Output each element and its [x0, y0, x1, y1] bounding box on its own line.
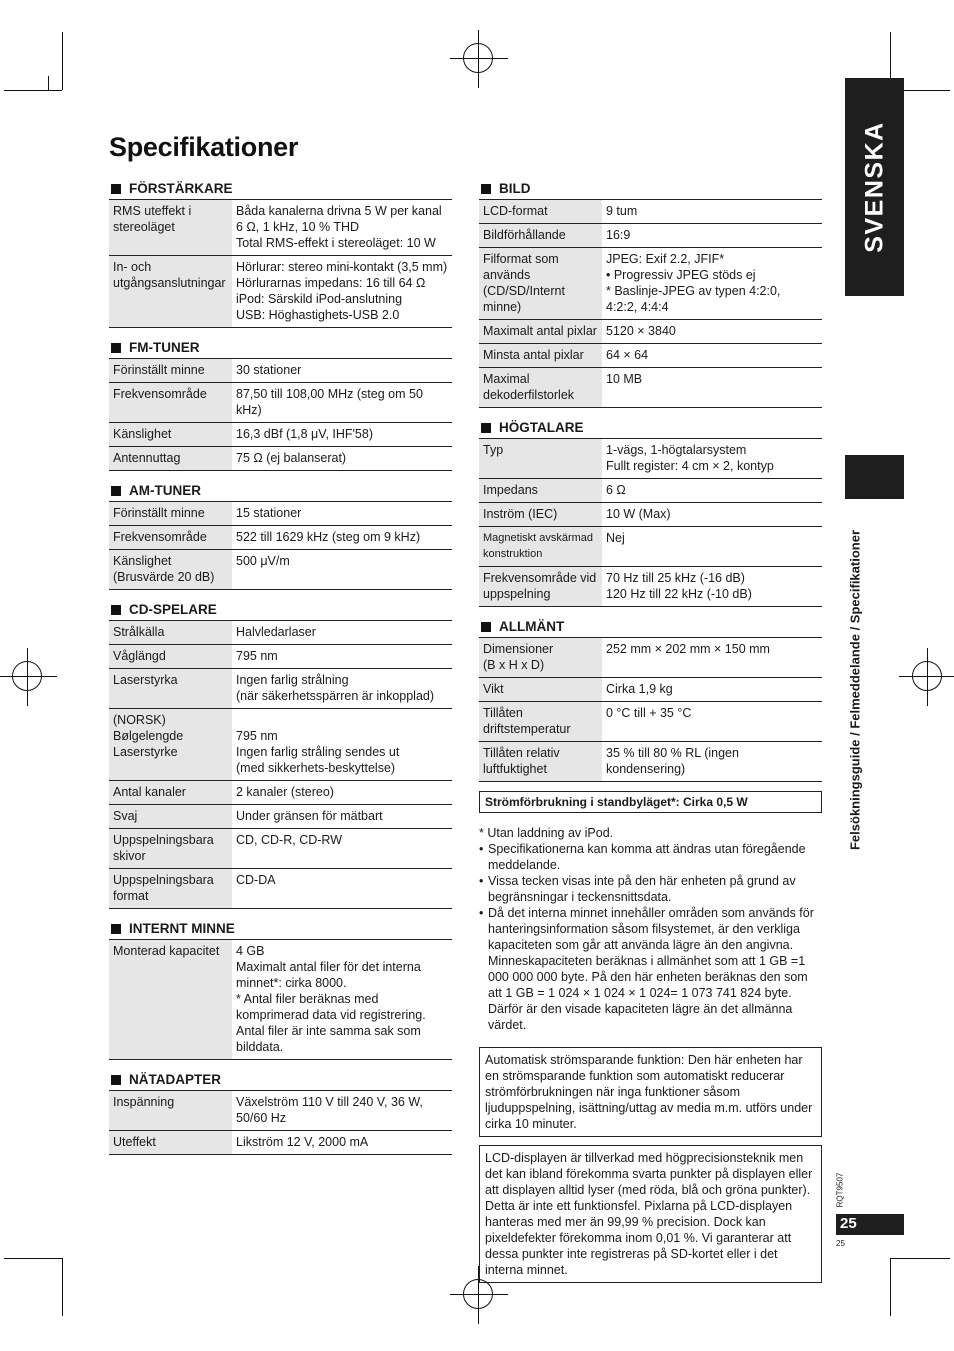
spec-value: 5120 × 3840	[602, 320, 822, 344]
spec-value: 75 Ω (ej balanserat)	[232, 447, 452, 471]
registration-mark-icon	[463, 1279, 493, 1309]
spec-value: Växelström 110 V till 240 V, 36 W, 50/60 Hz	[232, 1091, 452, 1131]
doc-code	[820, 1170, 860, 1210]
section-heading-text: NÄTADAPTER	[129, 1071, 221, 1087]
page-number-small: 25	[836, 1239, 845, 1248]
spec-label: Förinställt minne	[109, 359, 232, 383]
table-row	[109, 359, 452, 383]
section-heading-text: FÖRSTÄRKARE	[129, 180, 233, 196]
section-marker	[845, 455, 904, 499]
spec-value: Under gränsen för mätbart	[232, 805, 452, 829]
spec-label: Uppspelningsbara skivor	[109, 829, 232, 869]
page-number: 25	[840, 1215, 857, 1232]
spec-value: 87,50 till 108,00 MHz (steg om 50 kHz)	[232, 383, 452, 423]
spec-value: 252 mm × 202 mm × 150 mm	[602, 638, 822, 678]
section-heading	[479, 178, 822, 200]
spec-label: Känslighet	[109, 423, 232, 447]
spec-value: 2 kanaler (stereo)	[232, 781, 452, 805]
spec-label: Förinställt minne	[109, 502, 232, 526]
spec-label: Dimensioner (B x H x D)	[479, 638, 602, 678]
spec-value: 795 nm Ingen farlig stråling sendes ut (med sikkerhets-beskyttelse)	[232, 709, 452, 781]
spec-label: Frekvensområde	[109, 383, 232, 423]
spec-label: (NORSK) Bølgelengde Laserstyrke	[109, 709, 232, 781]
spec-value: 16,3 dBf (1,8 μV, IHF'58)	[232, 423, 452, 447]
spec-label: Uteffekt	[109, 1131, 232, 1155]
section-cd-spelare	[109, 599, 452, 909]
spec-value: 0 °C till + 35 °C	[602, 702, 822, 742]
spec-value: CD, CD-R, CD-RW	[232, 829, 452, 869]
section-heading	[479, 616, 822, 638]
spec-value: 6 Ω	[602, 479, 822, 503]
section-forstarkare	[109, 178, 452, 328]
table-row	[479, 638, 822, 678]
table-row	[109, 447, 452, 471]
table-row	[479, 439, 822, 479]
table-row	[479, 527, 822, 567]
section-internt-minne	[109, 918, 452, 1060]
list-item: • Då det interna minnet innehåller områden som används för hanteringsinformation såsom filsystemet, är den verkliga kapaciteten som går att använda lägre än den angivna. Minneskapaciteten beräknas i allmänhet som att 1 GB =1 000 000 000 byte. På den här enheten beräknas den som att 1 GB = 1 024 × 1 024 × 1 024= 1 073 741 824 byte. Därför är den visade kapaciteten lägre än det allmänna värdet.	[479, 905, 822, 1033]
table-row	[109, 805, 452, 829]
spec-value: Hörlurar: stereo mini-kontakt (3,5 mm) Hörlurarnas impedans: 16 till 64 Ω iPod: Särskild iPod-anslutning USB: Höghastighets-USB 2.0	[232, 256, 452, 328]
spec-table	[479, 439, 822, 607]
spec-label: Frekvensområde vid uppspelning	[479, 567, 602, 607]
spec-label: RMS uteffekt i stereoläget	[109, 200, 232, 256]
side-caption-text: Felsökningsguide / Felmeddelande / Specifikationer	[847, 529, 863, 851]
crop-mark	[890, 1258, 950, 1259]
spec-label: LCD-format	[479, 200, 602, 224]
spec-table	[109, 359, 452, 471]
side-caption	[815, 510, 895, 870]
spec-table	[479, 638, 822, 782]
table-row	[109, 1091, 452, 1131]
table-row	[479, 742, 822, 782]
spec-label: Uppspelningsbara format	[109, 869, 232, 909]
section-hogtalare	[479, 417, 822, 607]
section-heading	[109, 599, 452, 621]
spec-value: 15 stationer	[232, 502, 452, 526]
spec-value: CD-DA	[232, 869, 452, 909]
table-row	[479, 344, 822, 368]
power-saving-notice: Automatisk strömsparande funktion: Den här enheten har en strömsparande funktion som automatiskt reducerar strömförbrukningen när inga funktioner såsom ljuduppspelning, isättning/uttag av media m.m. utförs under cirka 10 minuter.	[479, 1047, 822, 1137]
spec-value: Halvledarlaser	[232, 621, 452, 645]
spec-value: 70 Hz till 25 kHz (-16 dB) 120 Hz till 22 kHz (-10 dB)	[602, 567, 822, 607]
section-heading-text: CD-SPELARE	[129, 601, 217, 617]
crop-mark	[48, 76, 49, 90]
spec-label: Impedans	[479, 479, 602, 503]
spec-label: Tillåten driftstemperatur	[479, 702, 602, 742]
crop-mark	[62, 32, 63, 90]
spec-label: Antennuttag	[109, 447, 232, 471]
section-heading-text: ALLMÄNT	[499, 618, 565, 634]
section-heading	[109, 178, 452, 200]
table-row	[109, 940, 452, 1060]
spec-label: Svaj	[109, 805, 232, 829]
square-bullet-icon	[111, 605, 121, 615]
square-bullet-icon	[111, 924, 121, 934]
table-row	[479, 200, 822, 224]
table-row	[479, 248, 822, 320]
spec-label: Tillåten relativ luftfuktighet	[479, 742, 602, 782]
table-row	[109, 502, 452, 526]
section-fm-tuner	[109, 337, 452, 471]
square-bullet-icon	[481, 184, 491, 194]
page-number-box	[836, 1214, 904, 1235]
table-row	[479, 678, 822, 702]
spec-value: 500 μV/m	[232, 550, 452, 590]
table-row	[479, 320, 822, 344]
spec-value: Nej	[602, 527, 822, 567]
table-row	[109, 829, 452, 869]
spec-table	[109, 1091, 452, 1155]
page-title: Specifikationer	[109, 132, 299, 162]
table-row	[479, 702, 822, 742]
table-row	[109, 621, 452, 645]
registration-mark-icon	[12, 661, 42, 691]
table-row	[109, 709, 452, 781]
spec-value: 30 stationer	[232, 359, 452, 383]
square-bullet-icon	[111, 486, 121, 496]
spec-label: Vikt	[479, 678, 602, 702]
spec-value: 16:9	[602, 224, 822, 248]
spec-label: In- och utgångsanslutningar	[109, 256, 232, 328]
spec-table	[109, 200, 452, 328]
spec-label: Magnetiskt avskärmad konstruktion	[479, 527, 602, 567]
spec-value: Cirka 1,9 kg	[602, 678, 822, 702]
left-column	[109, 178, 452, 1164]
spec-value: 10 W (Max)	[602, 503, 822, 527]
table-row	[109, 550, 452, 590]
section-heading	[109, 918, 452, 940]
spec-value: 10 MB	[602, 368, 822, 408]
square-bullet-icon	[481, 423, 491, 433]
table-row	[479, 368, 822, 408]
spec-label: Våglängd	[109, 645, 232, 669]
footnote: * Utan laddning av iPod.	[479, 826, 614, 840]
spec-value: Ingen farlig strålning (när säkerhetsspärren är inkopplad)	[232, 669, 452, 709]
crop-mark	[4, 1258, 62, 1259]
spec-value: 795 nm	[232, 645, 452, 669]
table-row	[109, 200, 452, 256]
section-heading-text: HÖGTALARE	[499, 419, 584, 435]
language-tab-label: SVENSKA	[860, 121, 888, 253]
section-heading-text: FM-TUNER	[129, 339, 200, 355]
table-row	[479, 224, 822, 248]
table-row	[109, 669, 452, 709]
bullet-list	[479, 841, 822, 1033]
table-row	[479, 567, 822, 607]
spec-value: 1-vägs, 1-högtalarsystem Fullt register: 4 cm × 2, kontyp	[602, 439, 822, 479]
section-natadapter	[109, 1069, 452, 1155]
section-heading-text: AM-TUNER	[129, 482, 201, 498]
spec-label: Bildförhållande	[479, 224, 602, 248]
spec-label: Känslighet (Brusvärde 20 dB)	[109, 550, 232, 590]
spec-label: Laserstyrka	[109, 669, 232, 709]
spec-table	[479, 200, 822, 408]
section-bild	[479, 178, 822, 408]
spec-label: Maximal dekoderfilstorlek	[479, 368, 602, 408]
spec-value: Likström 12 V, 2000 mA	[232, 1131, 452, 1155]
section-heading-text: BILD	[499, 180, 531, 196]
spec-value: JPEG: Exif 2.2, JFIF* • Progressiv JPEG stöds ej * Baslinje-JPEG av typen 4:2:0, 4:2:2, 4:4:4	[602, 248, 822, 320]
registration-mark-icon	[912, 661, 942, 691]
language-tab	[845, 78, 904, 296]
spec-label: Inström (IEC)	[479, 503, 602, 527]
section-heading	[109, 337, 452, 359]
spec-label: Monterad kapacitet	[109, 940, 232, 1060]
right-column	[479, 178, 822, 1283]
section-am-tuner	[109, 480, 452, 590]
section-heading	[109, 1069, 452, 1091]
table-row	[109, 781, 452, 805]
table-row	[109, 383, 452, 423]
square-bullet-icon	[481, 622, 491, 632]
spec-label: Typ	[479, 439, 602, 479]
spec-label: Strålkälla	[109, 621, 232, 645]
table-row	[109, 256, 452, 328]
square-bullet-icon	[111, 343, 121, 353]
table-row	[479, 503, 822, 527]
spec-value: 522 till 1629 kHz (steg om 9 kHz)	[232, 526, 452, 550]
spec-label: Filformat som används (CD/SD/Internt minne)	[479, 248, 602, 320]
table-row	[109, 1131, 452, 1155]
square-bullet-icon	[111, 184, 121, 194]
spec-label: Maximalt antal pixlar	[479, 320, 602, 344]
list-item: • Vissa tecken visas inte på den här enheten på grund av begränsningar i teckensnittsdata.	[479, 873, 822, 905]
spec-table	[109, 621, 452, 909]
spec-table	[109, 502, 452, 590]
spec-value: 35 % till 80 % RL (ingen kondensering)	[602, 742, 822, 782]
section-heading	[479, 417, 822, 439]
spec-label: Minsta antal pixlar	[479, 344, 602, 368]
square-bullet-icon	[111, 1075, 121, 1085]
spec-label: Antal kanaler	[109, 781, 232, 805]
spec-value: Båda kanalerna drivna 5 W per kanal 6 Ω, 1 kHz, 10 % THD Total RMS-effekt i stereoläget: 10 W	[232, 200, 452, 256]
section-heading	[109, 480, 452, 502]
spec-value: 9 tum	[602, 200, 822, 224]
list-item: • Specifikationerna kan komma att ändras utan föregående meddelande.	[479, 841, 822, 873]
spec-value: 64 × 64	[602, 344, 822, 368]
notes	[479, 825, 822, 1033]
section-allmant	[479, 616, 822, 782]
spec-label: Inspänning	[109, 1091, 232, 1131]
spec-table	[109, 940, 452, 1060]
crop-mark	[890, 1258, 891, 1316]
table-row	[479, 479, 822, 503]
table-row	[109, 869, 452, 909]
crop-mark	[4, 90, 62, 91]
table-row	[109, 423, 452, 447]
doc-code-text: RQT9507	[835, 1172, 845, 1208]
table-row	[109, 645, 452, 669]
standby-power-box: Strömförbrukning i standbyläget*: Cirka 0,5 W	[479, 791, 822, 813]
registration-mark-icon	[463, 43, 493, 73]
crop-mark	[62, 1258, 63, 1316]
lcd-notice: LCD-displayen är tillverkad med högprecisionsteknik men det kan ibland förekomma svarta punkter på displayen eller att displayen alltid lyser (med röda, blå och gröna punkter). Detta är inte ett funktionsfel. Pixlarna på LCD-displayen hanteras med mer än 99,99 % precision. Dock kan pixeldefekter förekomma inom 0,01 %. Vi garanterar att dessa punkter inte registreras på SD-kortet eller i det interna minnet.	[479, 1145, 822, 1283]
table-row	[109, 526, 452, 550]
spec-value: 4 GB Maximalt antal filer för det interna minnet*: cirka 8000. * Antal filer beräknas med komprimerad data vid registrering. Antal filer är inte samma sak som bilddata.	[232, 940, 452, 1060]
section-heading-text: INTERNT MINNE	[129, 920, 235, 936]
spec-label: Frekvensområde	[109, 526, 232, 550]
